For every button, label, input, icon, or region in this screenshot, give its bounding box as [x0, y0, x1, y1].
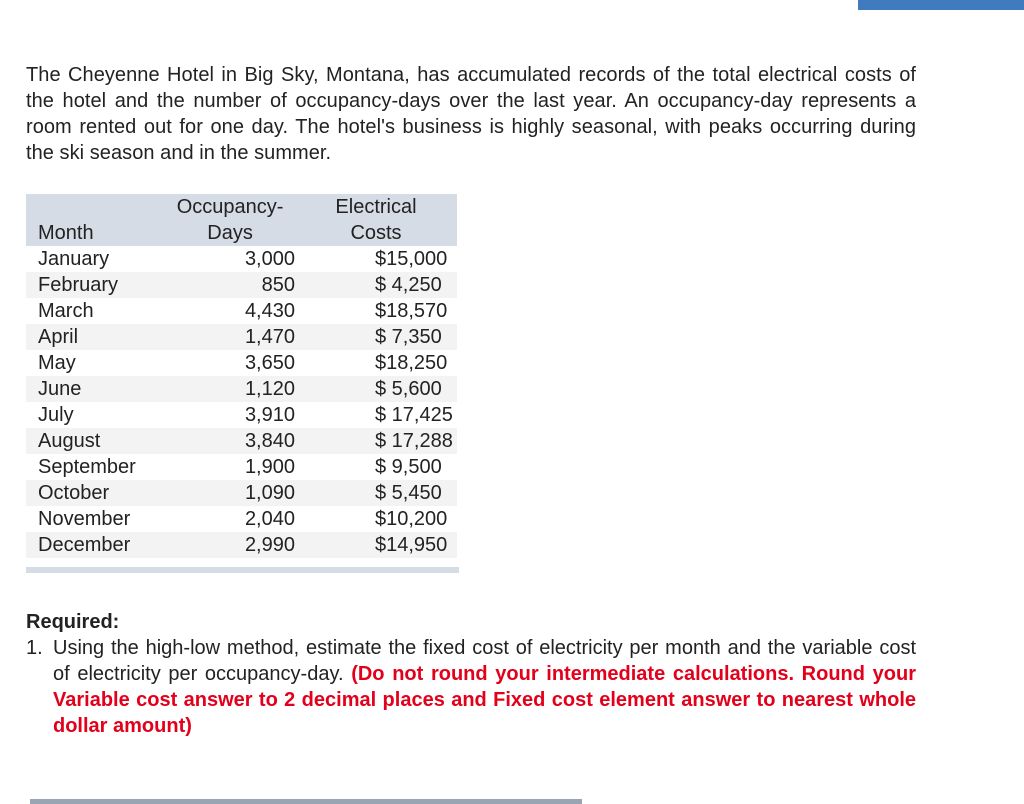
cost-cell: $18,570 [375, 300, 448, 322]
cost-cell: $10,200 [375, 508, 448, 530]
occupancy-cell: 3,650 [244, 352, 295, 374]
table-row [26, 532, 457, 558]
month-cell: September [38, 456, 136, 478]
required-title: Required: [26, 611, 120, 633]
occupancy-cell: 850 [165, 272, 295, 298]
bottom-divider [30, 799, 582, 804]
month-cell: April [26, 324, 165, 350]
table-row [26, 454, 457, 480]
top-accent-bar [858, 0, 1024, 10]
cost-cell: $18,250 [375, 352, 448, 374]
table-row [26, 428, 457, 454]
required-section [26, 609, 916, 739]
cost-cell: $ 4,250 [375, 274, 442, 296]
occupancy-cell: 3,910 [244, 404, 295, 426]
table-row [26, 298, 457, 324]
month-cell: August [26, 428, 165, 454]
occupancy-cell: 3,840 [165, 428, 295, 454]
cost-cell: $ 17,425 [375, 404, 453, 426]
occupancy-header-line1: Occupancy- [165, 194, 295, 220]
required-item-number: 1. [26, 637, 43, 659]
month-cell: December [26, 532, 165, 558]
table-row [26, 402, 457, 428]
cost-header-line1: Electrical [295, 194, 457, 220]
occupancy-cell: 1,120 [165, 376, 295, 402]
table-row [26, 246, 457, 272]
cost-data-table [26, 194, 457, 558]
table-row [26, 376, 457, 402]
occupancy-cell: 1,470 [165, 324, 295, 350]
required-item-note: (Do not round your intermediate calculations. Round your Variable cost answer to 2 decimal places and Fixed cost element answer to nearest whole dollar amount) [53, 663, 916, 737]
cost-cell: $14,950 [375, 534, 448, 556]
occupancy-cell: 2,040 [244, 508, 295, 530]
table-row [26, 506, 457, 532]
table-row [26, 324, 457, 350]
problem-intro: The Cheyenne Hotel in Big Sky, Montana, has accumulated records of the total electrical costs of the hotel and the number of occupancy-days over the last year. An occupancy-day represents a room rented out for one day. The hotel's business is highly seasonal, with peaks occurring during the ski season and in the summer. [26, 64, 916, 164]
occupancy-cell: 2,990 [165, 532, 295, 558]
table-row [26, 350, 457, 376]
cost-cell: $15,000 [375, 248, 448, 270]
occupancy-cell: 1,090 [165, 480, 295, 506]
occupancy-cell: 3,000 [244, 248, 295, 270]
month-header: Month [26, 220, 165, 246]
month-cell: March [38, 300, 94, 322]
table-header-row-1 [26, 194, 457, 220]
cost-cell: $ 9,500 [375, 456, 442, 478]
required-item-text: Using the high-low method, estimate the fixed cost of electricity per month and the variable cost of electricity per occupancy-day. [53, 637, 916, 685]
table-bottom-rule [26, 567, 459, 573]
cost-cell: $ 5,450 [375, 482, 442, 504]
cost-cell: $ 7,350 [375, 326, 442, 348]
month-cell: November [38, 508, 131, 530]
table-header-row-2 [26, 220, 457, 246]
cost-cell: $ 17,288 [375, 430, 453, 452]
month-cell: February [26, 272, 165, 298]
occupancy-header-line2: Days [165, 220, 295, 246]
cost-header-line2: Costs [295, 220, 457, 246]
cost-cell: $ 5,600 [375, 378, 442, 400]
required-item-1 [26, 635, 916, 739]
month-cell: July [38, 404, 74, 426]
table-row [26, 272, 457, 298]
occupancy-cell: 1,900 [244, 456, 295, 478]
table-body [26, 246, 457, 558]
occupancy-cell: 4,430 [244, 300, 295, 322]
month-cell: May [38, 352, 76, 374]
month-cell: October [26, 480, 165, 506]
month-cell: January [38, 248, 110, 270]
table-row [26, 480, 457, 506]
month-cell: June [26, 376, 165, 402]
